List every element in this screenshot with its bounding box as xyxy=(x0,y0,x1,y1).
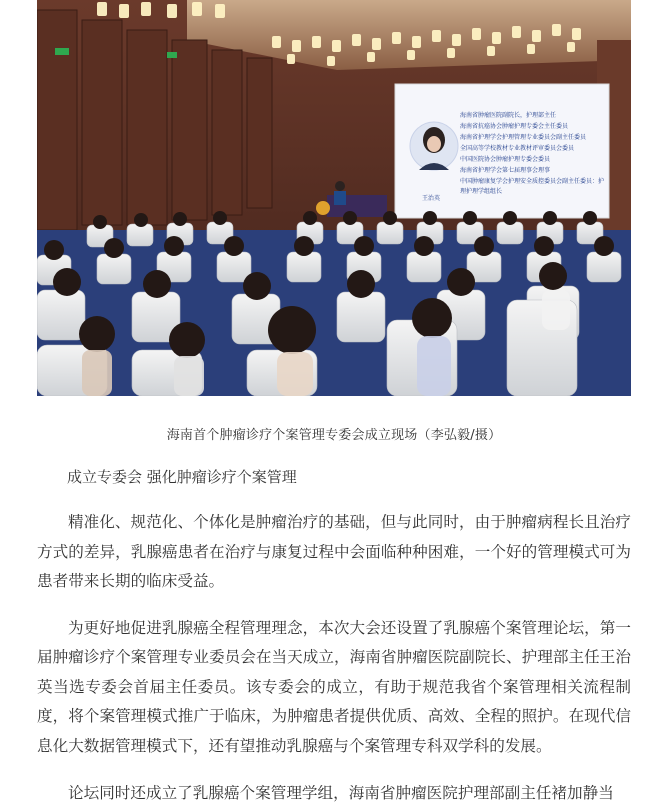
section-heading: 成立专委会 强化肿瘤诊疗个案管理 xyxy=(67,468,297,486)
paragraph: 为更好地促进乳腺癌全程管理理念，本次大会还设置了乳腺癌个案管理论坛，第一届肿瘤诊疗个案管理专业委员会在当天成立，海南省肿瘤医院副院长、护理部主任王治英当选专委会首届主任委员。该专委会的成立，有助于规范我省个案管理相关流程制度，将个案管理模式推广于临床，为肿瘤患者提供优质、高效、全程的照护。在现代信息化大数据管理模式下，还有望推动乳腺癌与个案管理专科双学科的发展。 xyxy=(37,618,631,755)
slide-speaker-name: 王治英 xyxy=(422,195,441,202)
slide-line: 全国高等学校教材专业教材评审委员会委员 xyxy=(460,145,575,152)
slide-line: 中国医院协会肿瘤护理专委会委员 xyxy=(460,156,551,163)
conference-photo xyxy=(37,0,631,396)
slide-line: 海南省肿瘤医院副院长，护理部主任 xyxy=(460,112,557,119)
slide-line: 海南省护理学会第七届理事会理事 xyxy=(460,167,551,174)
slide-line: 理护理学组组长 xyxy=(460,188,503,195)
article-body xyxy=(37,462,631,809)
slide-line: 中国肿瘤康复学会护理安全质控委员会副主任委员：护 xyxy=(460,178,605,185)
slide-line: 海南省抗癌协会肿瘤护理专委会主任委员 xyxy=(460,123,569,130)
photo-caption: 海南首个肿瘤诊疗个案管理专委会成立现场（李弘毅/摄） xyxy=(166,428,502,443)
paragraph: 论坛同时还成立了乳腺癌个案管理学组，海南省肿瘤医院护理部副主任褚加静当 xyxy=(68,784,614,802)
slide-line: 海南省护理学会护理管理专业委员会副主任委员 xyxy=(460,134,587,141)
paragraph: 精准化、规范化、个体化是肿瘤治疗的基础，但与此同时，由于肿瘤病程长且治疗方式的差异，乳腺癌患者在治疗与康复过程中会面临种种困难，一个好的管理模式可为患者带来长期的临床受益。 xyxy=(37,513,631,590)
